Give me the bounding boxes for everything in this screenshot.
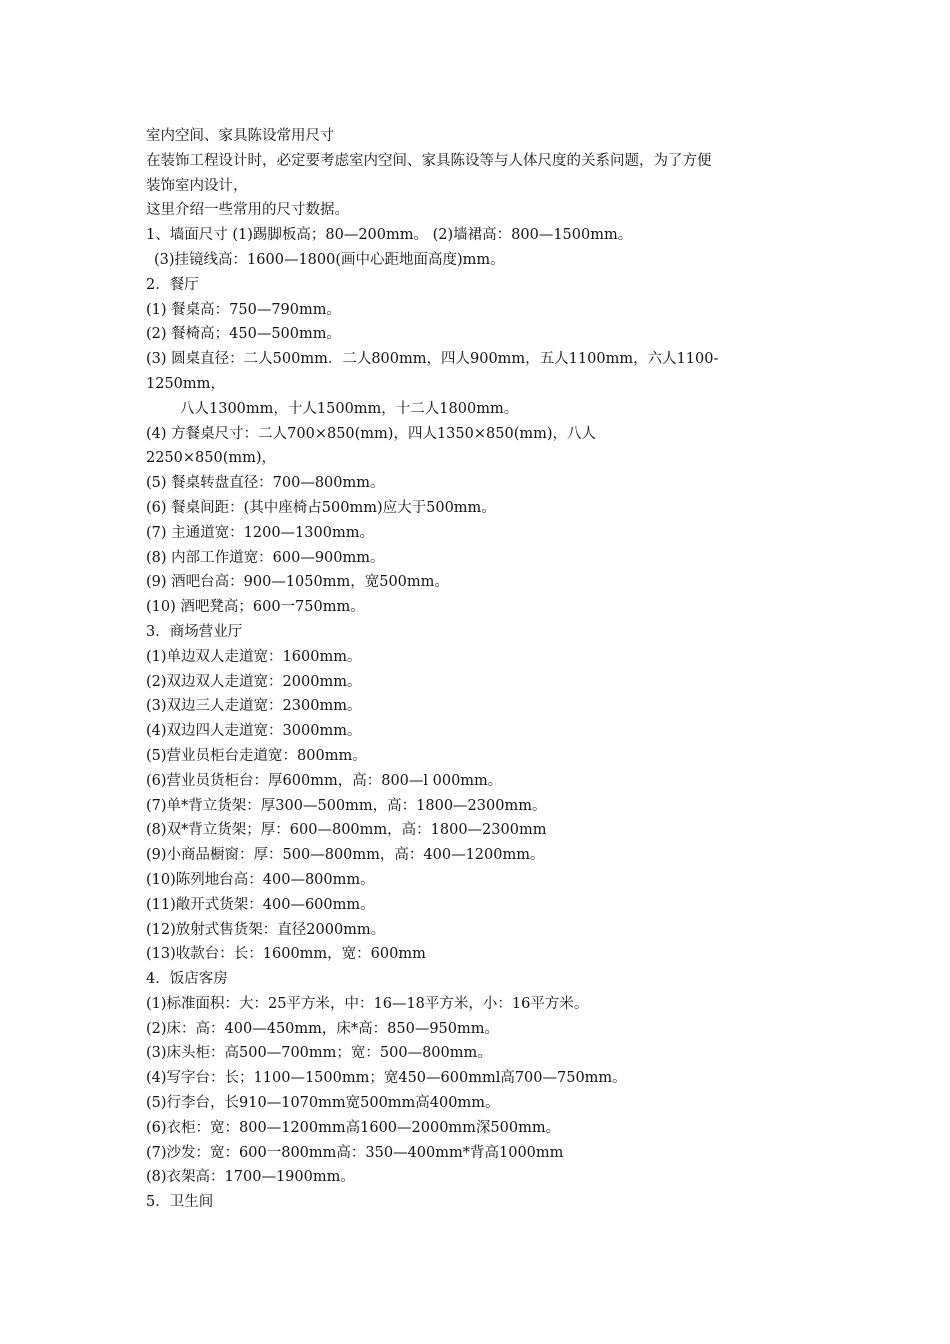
intro-line-1: 在装饰工程设计时，必定要考虑室内空间、家具陈设等与人体尺度的关系问题，为了方便 [146, 152, 712, 169]
section-heading-bathroom: 5．卫生间 [146, 1194, 214, 1211]
dining-item-1: (1) 餐桌高：750—790mm。 [146, 301, 341, 318]
dining-item-3-continued: 八人1300mm，十人1500mm，十二人1800mm。 [180, 400, 519, 417]
section-heading-hotel-room: 4．饭店客房 [146, 971, 228, 988]
mall-item-9: (9)小商品橱窗：厚：500—800mm，高：400—1200mm。 [146, 847, 545, 864]
dining-item-9: (9) 酒吧台高：900—1050mm，宽500mm。 [146, 574, 449, 591]
intro-line-2: 装饰室内设计， [146, 177, 248, 194]
dining-item-4-continued: 2250×850(mm)， [146, 450, 277, 467]
document-title: 室内空间、家具陈设常用尺寸 [146, 128, 335, 144]
dining-item-5: (5) 餐桌转盘直径：700—800mm。 [146, 475, 385, 492]
hotel-item-2: (2)床：高：400—450mm，床*高：850—950mm。 [146, 1020, 499, 1037]
mall-item-12: (12)放射式售货架：直径2000mm。 [146, 921, 386, 938]
dining-item-4: (4) 方餐桌尺寸：二人700×850(mm)，四人1350×850(mm)，八人 [146, 425, 597, 442]
hotel-item-5: (5)行李台，长910—1070mm宽500mm高400mm。 [146, 1095, 500, 1112]
dining-item-10: (10) 酒吧凳高；600一750mm。 [146, 599, 365, 616]
wall-dimensions-line-2: (3)挂镜线高：1600—1800(画中心距地面高度)mm。 [154, 251, 505, 268]
dining-item-2: (2) 餐椅高；450—500mm。 [146, 326, 341, 343]
mall-item-5: (5)营业员柜台走道宽：800mm。 [146, 747, 367, 764]
mall-item-8: (8)双*背立货架；厚：600—800mm，高：1800—2300mm [146, 822, 547, 839]
hotel-item-1: (1)标准面积：大：25平方米，中：16—18平方米，小：16平方米。 [146, 995, 589, 1012]
mall-item-1: (1)单边双人走道宽：1600mm。 [146, 648, 362, 665]
hotel-item-8: (8)衣架高：1700—1900mm。 [146, 1169, 355, 1186]
hotel-item-3: (3)床头柜：高500—700mm；宽：500—800mm。 [146, 1045, 492, 1062]
wall-dimensions-line-1: 1、墙面尺寸 (1)踢脚板高；80—200mm。 (2)墙裙高：800—1500mm。 [146, 227, 633, 244]
dining-item-7: (7) 主通道宽：1200—1300mm。 [146, 524, 374, 541]
mall-item-10: (10)陈列地台高：400—800mm。 [146, 871, 375, 888]
mall-item-4: (4)双边四人走道宽：3000mm。 [146, 723, 362, 740]
intro-line-3: 这里介绍一些常用的尺寸数据。 [146, 202, 349, 219]
document-body [146, 124, 836, 1215]
dining-item-6: (6) 餐桌间距：(其中座椅占500mm)应大于500mm。 [146, 499, 496, 516]
mall-item-3: (3)双边三人走道宽：2300mm。 [146, 698, 362, 715]
dining-item-8: (8) 内部工作道宽：600—900mm。 [146, 549, 385, 566]
section-heading-dining: 2．餐厅 [146, 276, 199, 293]
mall-item-11: (11)敞开式货架：400—600mm。 [146, 896, 375, 913]
mall-item-7: (7)单*背立货架：厚300—500mm，高：1800—2300mm。 [146, 797, 547, 814]
mall-item-6: (6)营业员货柜台：厚600mm，高：800—l 000mm。 [146, 772, 503, 789]
section-heading-mall: 3．商场营业厅 [146, 623, 243, 640]
mall-item-2: (2)双边双人走道宽：2000mm。 [146, 673, 362, 690]
hotel-item-7: (7)沙发：宽：600一800mm高：350—400mm*背高1000mm [146, 1144, 564, 1161]
mall-item-13: (13)收款台：长：1600mm，宽：600mm [146, 946, 426, 963]
dining-item-3: (3) 圆桌直径：二人500mm．二人800mm，四人900mm，五人1100mm，六人1100- [146, 351, 719, 368]
hotel-item-4: (4)写字台：长；1100—1500mm；宽450—600mml高700—750mm。 [146, 1070, 627, 1087]
dining-item-3-continued: 1250mm， [146, 375, 225, 392]
hotel-item-6: (6)衣柜：宽：800—1200mm高1600—2000mm深500mm。 [146, 1119, 561, 1136]
